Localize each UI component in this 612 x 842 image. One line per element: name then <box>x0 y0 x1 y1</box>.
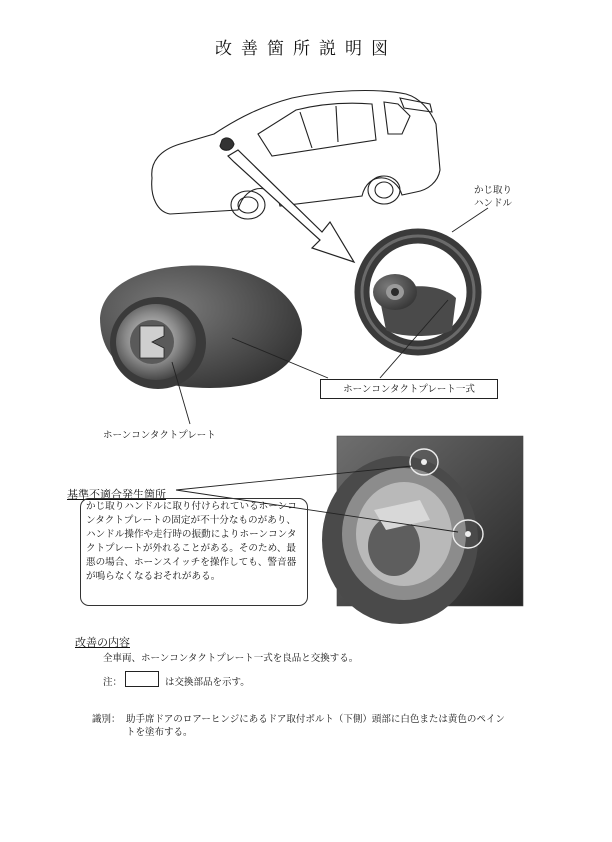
steering-wheel-photo <box>362 236 474 348</box>
note-legend-box <box>125 671 159 687</box>
identification-text: 助手席ドアのロアーヒンジにあるドア取付ボルト（下側）頭部に白色または黄色のペイントを塗布する。 <box>126 714 505 738</box>
car-drawing <box>152 91 440 219</box>
steering-label-line2: ハンドル <box>474 198 513 209</box>
callout-arrow <box>228 150 354 262</box>
improvement-heading: 改善の内容 <box>75 636 130 649</box>
steering-label-line1: かじ取り <box>474 185 513 196</box>
horn-pad-photo <box>100 265 302 389</box>
horn-contact-plate-label: ホーンコンタクトプレート <box>103 430 216 441</box>
closeup-photo <box>322 436 523 624</box>
note-text: は交換部品を示す。 <box>165 677 250 688</box>
identification-label: 識別： <box>92 714 121 725</box>
improvement-description: 全車両、ホーンコンタクトプレート一式を良品と交換する。 <box>103 653 359 664</box>
defect-heading: 基準不適合発生箇所 <box>67 488 166 501</box>
note-label: 注： <box>103 677 123 688</box>
page-title: 改善箇所説明図 <box>215 39 397 59</box>
horn-contact-plate-set-label: ホーンコンタクトプレート一式 <box>320 379 498 399</box>
steering-wheel-label <box>474 184 512 210</box>
defect-description: かじ取りハンドルに取り付けられているホーンコンタクトプレートの固定が不十分なものがあり、ハンドル操作や走行時の振動によりホーンコンタクトプレートが外れることがある。そのため、最悪の場合、ホーンスイッチを操作しても、警音器が鳴らなくなるおそれがある。 <box>86 501 297 582</box>
